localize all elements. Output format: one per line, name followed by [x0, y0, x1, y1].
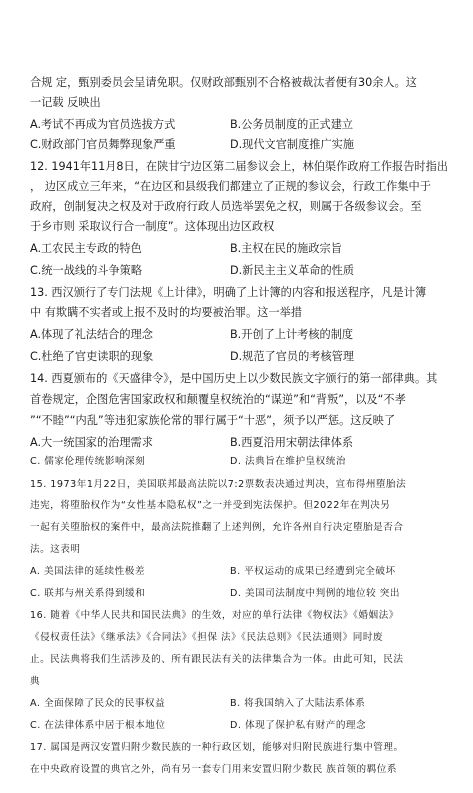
- option-d: D. 法典旨在维护皇权统治: [230, 456, 346, 467]
- text-line: 典: [30, 676, 41, 687]
- option-b: B.西夏沿用宋朝法律体系: [230, 436, 354, 449]
- option-a: A.大一统国家的治理需求: [30, 436, 153, 449]
- text-line: 合规 定，甄别委员会呈请免职。仅财政部甄别不合格被裁汰者便有30余人。这: [30, 76, 417, 89]
- option-b: B.开创了上计考核的制度: [230, 328, 354, 341]
- option-a: A.工农民主专政的特色: [30, 242, 142, 255]
- question-17-text: 17. 属国是两汉安置归附少数民族的一种行政区划，能够对归附民族进行集中管理。: [30, 742, 404, 753]
- text-line: 首卷规定，企图危害国家政权和颠覆皇权统治的“谋逆”和“背叛”，以及“不孝: [30, 393, 406, 406]
- text-line: 《侵权责任法》《继承法》《合同法》《担保 法》《民法总则》《民法通则》同时废: [30, 632, 384, 643]
- option-c: C.财政部门官员舞弊现象严重: [30, 138, 176, 151]
- text-line: ”“不睦”“内乱”等违犯家族伦常的罪行属于“十恶”，须予以严惩。这反映了: [30, 414, 396, 427]
- question-14-text: 14. 西夏颁布的《天盛律令》，是中国历史上以少数民族文字颁行的第一部律典。其: [30, 372, 438, 385]
- question-16-text: 16. 随着《中华人民共和国民法典》的生效，对应的单行法律《物权法》《婚姻法》: [30, 610, 399, 621]
- option-b: B. 平权运动的成果已经遭到完全破坏: [230, 566, 396, 577]
- option-c: C. 联邦与州关系得到缓和: [30, 588, 146, 599]
- option-b: B.公务员制度的正式建立: [230, 118, 354, 131]
- text-line: 止。民法典将我们生活涉及的、所有跟民法有关的法律集合为一体。由此可知，民法: [30, 654, 404, 665]
- text-line: ， 边区成立三年来，“在边区和县级我们都建立了正规的参议会，行政工作集中于: [30, 180, 431, 193]
- text-line: 违宪，将堕胎权作为“女性基本隐私权”之一并受到宪法保护。但2022年在判决另: [30, 500, 391, 511]
- text-line: 一记载 反映出: [30, 96, 101, 109]
- option-c: C. 儒家伦理传统影响深刻: [30, 456, 146, 467]
- option-c: C.杜绝了官吏读职的现象: [30, 350, 154, 363]
- option-a: A. 全面保障了民众的民事权益: [30, 698, 166, 709]
- option-d: D.规范了官员的考核管理: [230, 350, 355, 363]
- option-d: D. 体现了保护私有财产的理念: [230, 720, 367, 731]
- question-13-text: 13. 西汉颁行了专门法规《上计律》，明确了上计簿的内容和报送程序，凡是计簿: [30, 286, 427, 299]
- option-d: D. 美国司法制度中判例的地位较 突出: [230, 588, 400, 599]
- text-line: 在中央政府设置的典官之外，尚有另一套专门用来安置归附少数民 族首领的羁位系: [30, 764, 397, 775]
- option-d: D.新民主主义革命的性质: [230, 264, 355, 277]
- option-a: A.体现了礼法结合的理念: [30, 328, 153, 341]
- option-b: B. 将我国纳入了大陆法系体系: [230, 698, 366, 709]
- text-line: 一起有关堕胎权的案件中，最高法院推翻了上述判例，允许各州自行决定堕胎是否合: [30, 522, 404, 533]
- option-a: A.考试不再成为官员选拔方式: [30, 118, 176, 131]
- option-c: C. 在法律体系中居于根本地位: [30, 720, 166, 731]
- option-d: D.现代文官制度推广实施: [230, 138, 355, 151]
- option-b: B.主权在民的施政宗旨: [230, 242, 342, 255]
- text-line: 中 有欺瞒不实者或上报不及时的均要被治罪。这一举措: [30, 306, 303, 319]
- text-line: 政府，创制复决之权及对于政府行政人员选举罢免之权，则属于各级参议会。至: [30, 200, 422, 213]
- option-c: C.统一战线的斗争策略: [30, 264, 143, 277]
- text-line: 于乡市则 采取议行合一制度”。这体现出边区政权: [30, 220, 275, 233]
- text-line: 法。这表明: [30, 544, 81, 555]
- option-a: A. 美国法律的延续性极差: [30, 566, 145, 577]
- question-12-text: 12. 1941年11月8日，在陕甘宁边区第二届参议会上，林伯渠作政府工作报告时指出: [30, 160, 448, 173]
- question-15-text: 15. 1973年1月22日，美国联邦最高法院以7:2票数表决通过判决，宣布得州堕胎法: [30, 479, 407, 490]
